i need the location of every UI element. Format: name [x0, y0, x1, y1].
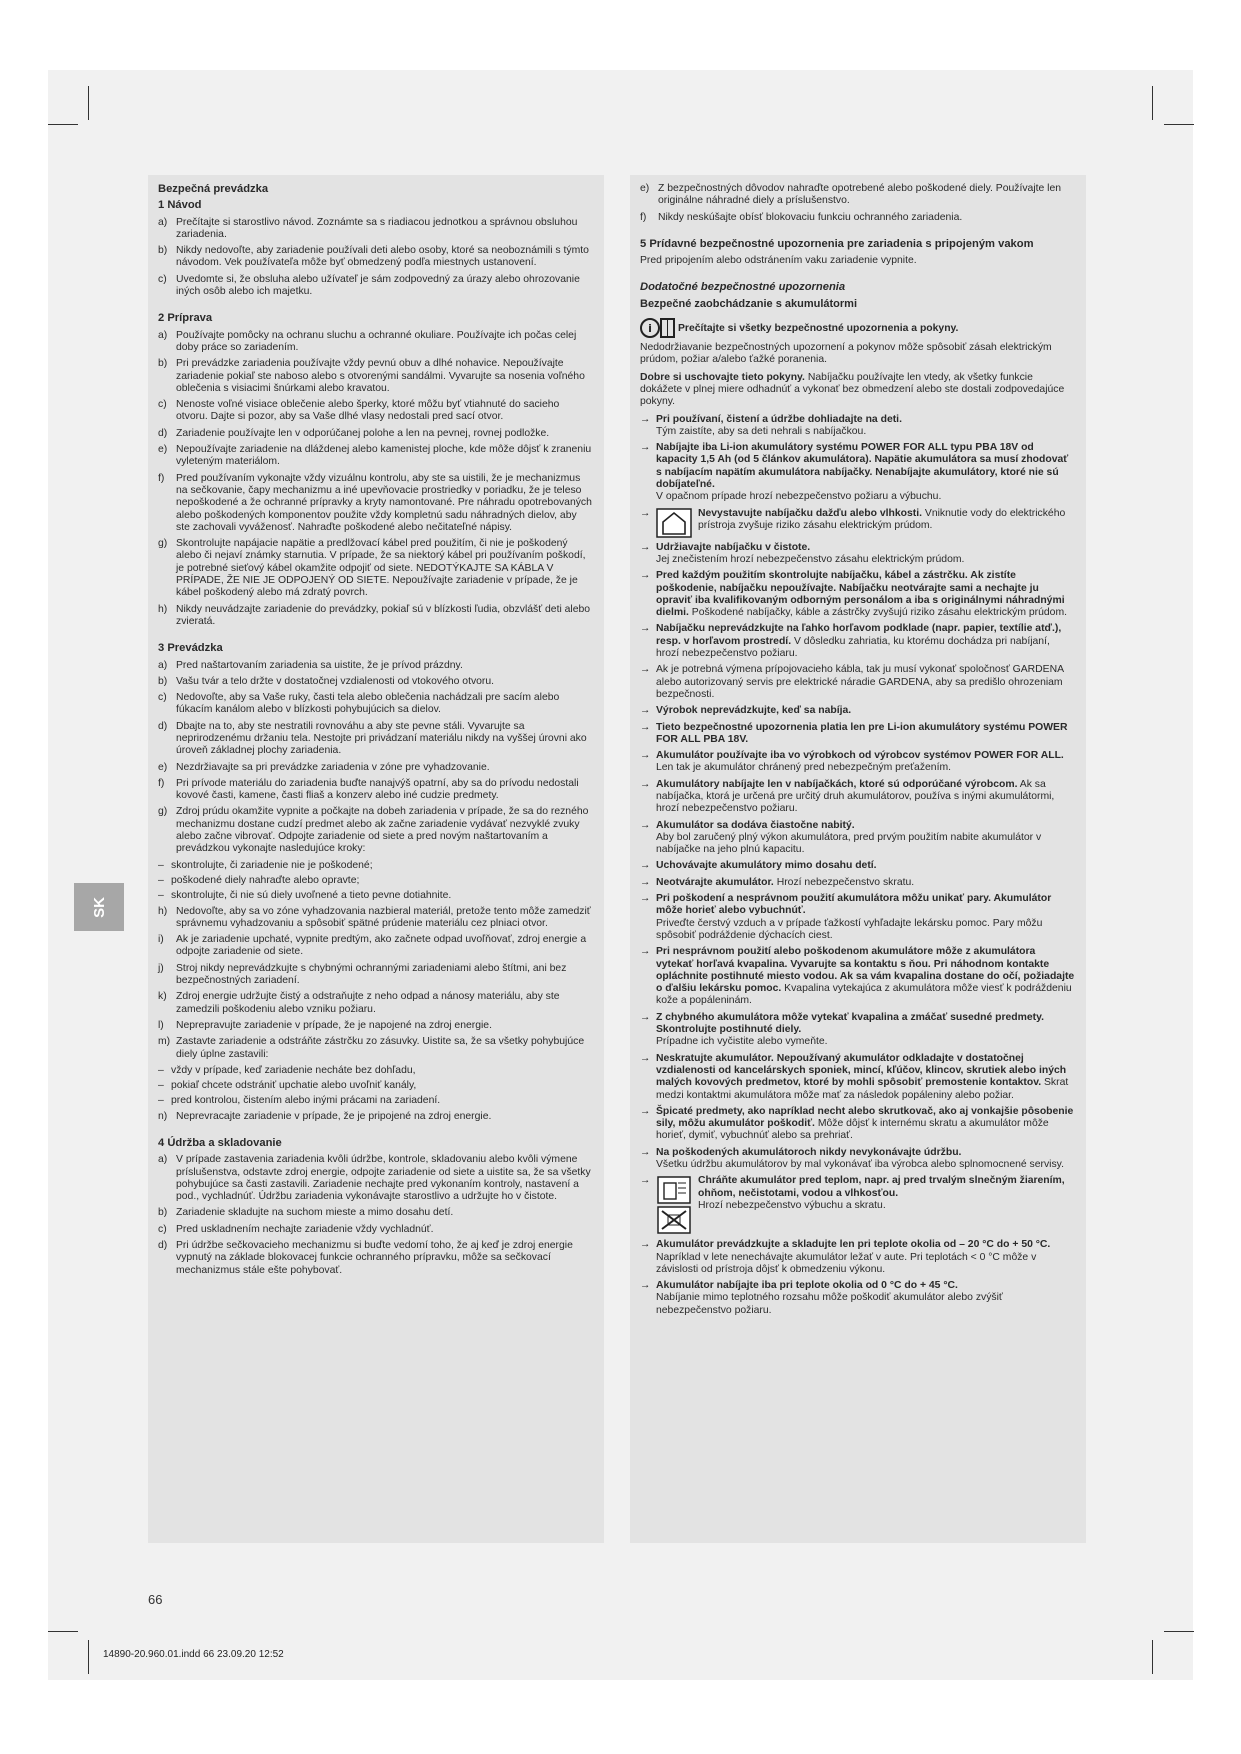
- arrow-icon: →: [640, 893, 651, 905]
- item-marker: b): [158, 358, 168, 370]
- item-marker: c): [158, 692, 167, 704]
- item-marker: f): [158, 472, 165, 484]
- item-marker: –: [158, 1095, 164, 1107]
- arrow-text: [656, 946, 1075, 1007]
- item-text: Z bezpečnostných dôvodov nahraďte opotrebené alebo poškodené diely. Používajte len originálne náhradné diely a príslušenstvo.: [658, 183, 1062, 207]
- section-5-heading: 5 Prídavné bezpečnostné upozornenia pre zariadenia s pripojeným vakom: [640, 237, 1034, 250]
- arrow-plain: Jej znečistením hrozí nebezpečenstvo zásahu elektrickým prúdom.: [656, 553, 965, 565]
- arrow-icon: →: [640, 705, 651, 717]
- arrow-text: [656, 893, 1075, 942]
- heat-icon-box: [656, 1175, 692, 1235]
- arrow-plain: Ak sa nabíjačka, ktorá je určená pre určitý druh akumulátorov, používa s inými akumulátormi, hrozí nebezpečenstvo požiaru.: [656, 778, 1055, 815]
- arrow-item: [640, 1175, 1075, 1235]
- arrow-text: [656, 877, 1075, 889]
- item-text: Pri prívode materiálu do zariadenia buďte nanajvýš opatrní, aby sa do prívodu nedostali kovové časti, kamene, časti fliaš a konzerv alebo iné cudzie predmety.: [176, 777, 579, 802]
- arrow-plain: V opačnom prípade hrozí nebezpečenstvo požiaru a výbuchu.: [656, 491, 942, 503]
- arrow-bold: Udržiavajte nabíjačku v čistote.: [656, 541, 811, 553]
- list-item: [158, 991, 593, 1016]
- item-text: Nedovoľte, aby sa Vaše ruky, časti tela alebo oblečenia nachádzali pre sacím alebo fúkacím kanálom alebo v blízkosti pohybujúcich sa dielov.: [176, 692, 560, 716]
- arrow-icon: →: [640, 721, 651, 733]
- arrow-text: [656, 1106, 1075, 1143]
- list-item: [158, 1240, 593, 1277]
- arrow-plain: Aby bol zaručený plný výkon akumulátora, pred prvým použitím nabite akumulátor v nabíjačke na jeho plnú kapacitu.: [656, 831, 1042, 856]
- arrow-item: [640, 542, 1075, 567]
- list-item: [158, 399, 593, 424]
- arrow-icon: →: [640, 507, 651, 519]
- list-item: [158, 806, 593, 855]
- list-item: [158, 1036, 593, 1061]
- item-text: Nepoužívajte zariadenie na dláždenej alebo kamenistej ploche, kde môže dôjsť k zraneniu vyleteným materiálom.: [176, 444, 592, 468]
- arrow-item: [640, 893, 1075, 942]
- item-text: Nedovoľte, aby sa vo zóne vyhadzovania nazbieral materiál, pretože tento môže zamedziť správnemu vyhadzovaniu a spôsobiť spätné prúdenie materiálu cez plniaci otvor.: [176, 905, 591, 929]
- list-item: [158, 778, 593, 803]
- arrow-item: [640, 722, 1075, 747]
- arrow-bold: Neskratujte akumulátor. Nepoužívaný akumulátor odkladajte v dostatočnej vzdialenosti od kancelárskych sponiek, mincí, kľúčov, klincov, skrutiek alebo iných malých kovových predmetov, ktoré by mohli spôsobiť premostenie kontaktov.: [656, 1052, 1067, 1089]
- item-marker: b): [158, 1207, 168, 1219]
- section-heading: 3 Prevádzka: [158, 642, 223, 655]
- arrow-item: [640, 860, 1075, 872]
- arrow-icon: →: [640, 570, 651, 582]
- arrow-text: [656, 750, 1075, 775]
- arrow-plain: Skrat medzi kontaktmi akumulátora môže mať za následok popáleniny alebo požiar.: [656, 1077, 1069, 1101]
- item-text: Zastavte zariadenie a odstráňte zástrčku zo zásuvky. Uistite sa, že sa všetky pohybujúce diely úplne zastavili:: [176, 1036, 585, 1060]
- dash-item: [158, 1080, 593, 1092]
- arrow-plain: V dôsledku zahriatia, ku ktorému dochádza pri nabíjaní, hrozí nebezpečenstvo požiaru.: [656, 635, 1050, 660]
- item-text: Pred uskladnením nechajte zariadenie vždy vychladnúť.: [176, 1223, 434, 1235]
- list-item: [158, 245, 593, 270]
- item-marker: h): [158, 905, 168, 917]
- dash-item: [158, 860, 593, 872]
- section-heading: 4 Údržba a skladovanie: [158, 1137, 282, 1149]
- arrow-text: [656, 623, 1075, 660]
- crop-mark: [48, 124, 78, 125]
- arrow-bold: Pred každým použitím skontrolujte nabíjačku, kábel a zástrčku. Ak zistíte poškodenie, nabíjačku nepoužívajte. Nabíjačku neotvárajte sami a nechajte ju opraviť iba kvalifikovaným odborným personálom a iba s originálnymi náhradnými dielmi.: [656, 570, 1065, 619]
- arrow-item: [640, 705, 1075, 717]
- list-item: [158, 721, 593, 758]
- arrow-bold: Z chybného akumulátora môže vytekať kvapalina a zmáčať susedné predmety. Skontrolujte postihnuté diely.: [656, 1011, 1045, 1036]
- section-title: Bezpečná prevádzka: [158, 183, 269, 195]
- item-text: Zdroj prúdu okamžite vypnite a počkajte na dobeh zariadenia v prípade, že sa do rezného mechanizmu dostane cudzí predmet alebo ak začne zariadenie vydávať nezvyklé zvuky alebo začne vibrovať. Odpojte zariadenie od siete a pred novým naštartovaním a prevádzkou vykonajte nasledujúce kroky:: [176, 806, 589, 855]
- arrow-icon: →: [640, 1052, 651, 1064]
- item-text: vždy v prípade, keď zariadenie necháte bez dohľadu,: [171, 1064, 416, 1076]
- arrow-bold: Tieto bezpečnostné upozornenia platia len pre Li-ion akumulátory systému POWER FOR ALL PBA 18V.: [656, 721, 1068, 745]
- crop-mark: [1164, 124, 1194, 125]
- arrow-item: [640, 1012, 1075, 1049]
- arrow-item: [640, 570, 1075, 619]
- item-marker: –: [158, 874, 164, 886]
- list-item: [158, 428, 593, 440]
- arrow-bold: Na poškodených akumulátoroch nikdy nevykonávajte údržbu.: [656, 1146, 962, 1158]
- arrow-plain: Hrozí nebezpečenstvo skratu.: [773, 876, 915, 888]
- arrow-plain: Môže dôjsť k internému skratu a akumulátor môže horieť, dymiť, vybuchnúť alebo sa prehriať.: [656, 1118, 1049, 1142]
- item-text: Pri prevádzke zariadenia používajte vždy pevnú obuv a dlhé nohavice. Nepoužívajte zariadenie pokiaľ ste naboso alebo s otvorenými sandálmi. Vyvarujte sa nosenia voľného oblečenia s visiacimi šnúrkami alebo kravatou.: [176, 358, 585, 394]
- item-marker: b): [158, 675, 168, 687]
- heat-protection-icon: [656, 1175, 692, 1235]
- arrow-plain: Hrozí nebezpečenstvo výbuchu a skratu.: [698, 1199, 886, 1211]
- item-text: Zariadenie používajte len v odporúčanej polohe a len na pevnej, rovnej podložke.: [176, 427, 550, 439]
- language-tab: SK: [74, 883, 124, 931]
- arrow-bold: Nabíjačku neprevádzkujte na ľahko horľavom podklade (napr. papier, textílie atď.), resp. v horľavom prostredí.: [656, 623, 1062, 647]
- item-text: skontrolujte, či zariadenie nie je poškodené;: [171, 859, 373, 871]
- arrow-icon: →: [640, 778, 651, 790]
- item-marker: f): [158, 777, 165, 789]
- arrow-plain: Tým zaistíte, aby sa deti nehrali s nabíjačkou.: [656, 425, 867, 437]
- item-text: Nikdy neuvádzajte zariadenie do prevádzky, pokiaľ sú v blízkosti ľudia, obzvlášť deti alebo zvieratá.: [176, 603, 591, 627]
- item-marker: f): [640, 211, 647, 223]
- item-text: Neprepravujte zariadenie v prípade, že je napojené na zdroj energie.: [176, 1019, 492, 1031]
- arrow-item: [640, 946, 1075, 1007]
- item-text: Pri údržbe sečkovacieho mechanizmu si buďte vedomí toho, že aj keď je zdroj energie vypnutý na základe blokovacej funkcie ochranného prípravku, môže sa sečkovací mechanizmus stále ešte pohybovať.: [176, 1240, 573, 1276]
- arrow-item: [640, 750, 1075, 775]
- item-marker: g): [158, 538, 168, 550]
- arrow-plain: Všetku údržbu akumulátorov by mal vykonávať iba výrobca alebo splnomocnené servisy.: [656, 1159, 1064, 1170]
- item-marker: –: [158, 1080, 164, 1092]
- arrow-item: [640, 1147, 1075, 1172]
- item-marker: e): [158, 761, 168, 773]
- list-item: [158, 604, 593, 629]
- arrow-icon: →: [640, 1175, 651, 1187]
- list-item: [158, 473, 593, 534]
- additional-title: Dodatočné bezpečnostné upozornenia: [640, 281, 846, 294]
- list-item: [158, 660, 593, 672]
- item-marker: –: [158, 1064, 164, 1076]
- item-marker: c): [158, 1223, 167, 1235]
- keep-instructions: Dobre si uschovajte tieto pokyny. Nabíjačku používajte len vtedy, ak všetky funkcie dokážete v plnej miere odhadnúť a vykonať bez obmedzení alebo ste dostali zodpovedajúce pokyny.: [640, 371, 1065, 408]
- item-text: Nikdy nedovoľte, aby zariadenie používali deti alebo osoby, ktoré sa neoboznámili s týmto návodom. Vek používateľa môže byť obmedzený podľa miestnych ustanovení.: [176, 245, 589, 269]
- arrow-icon: →: [640, 876, 651, 888]
- arrow-plain: Nabíjanie mimo teplotného rozsahu môže poškodiť akumulátor alebo zvýšiť nebezpečenstvo požiaru.: [656, 1292, 1003, 1316]
- item-marker: e): [158, 444, 168, 456]
- arrow-plain: Poškodené nabíjačky, káble a zástrčky zvyšujú riziko zásahu elektrickým prúdom.: [688, 607, 1067, 619]
- arrow-icon: →: [640, 750, 651, 762]
- arrow-text: [656, 664, 1075, 701]
- arrow-icon: →: [640, 1239, 651, 1251]
- arrow-text: [698, 1175, 1075, 1235]
- item-marker: i): [158, 934, 164, 946]
- list-item: [158, 1111, 593, 1123]
- arrow-bold: Špicaté predmety, ako napríklad necht alebo skrutkovač, ako aj vonkajšie pôsobenie sily, môžu akumulátor poškodiť.: [656, 1105, 1074, 1130]
- arrow-text: [698, 508, 1075, 538]
- arrow-icon: →: [640, 442, 651, 454]
- crop-mark: [88, 86, 89, 120]
- arrow-text: [656, 779, 1075, 816]
- item-marker: a): [158, 216, 168, 228]
- arrow-bold: Akumulátor používajte iba vo výrobkoch od výrobcov systémov POWER FOR ALL.: [656, 750, 1064, 762]
- arrow-plain: Prípadne ich vyčistite alebo vymeňte.: [656, 1036, 828, 1048]
- item-marker: d): [158, 720, 168, 732]
- item-marker: a): [158, 329, 168, 341]
- item-text: Nezdržiavajte sa pri prevádzke zariadenia v zóne pre vyhadzovanie.: [176, 761, 490, 773]
- item-marker: –: [158, 859, 164, 871]
- arrow-bold: Neotvárajte akumulátor.: [656, 876, 774, 888]
- arrow-plain: Priveďte čerstvý vzduch a v prípade ťažkostí vyhľadajte lekársku pomoc. Pary môžu spôsobiť podráždenie dýchacích ciest.: [656, 917, 1043, 941]
- arrow-text: [656, 570, 1075, 619]
- list-item: [158, 692, 593, 717]
- dash-item: [158, 875, 593, 887]
- section-5-text: Pred pripojením alebo odstránením vaku zariadenie vypnite.: [640, 255, 917, 267]
- item-text: Uvedomte si, že obsluha alebo užívateľ je sám zodpovedný za úrazy alebo ohrozovanie iných osôb alebo ich majetku.: [176, 273, 580, 298]
- arrow-icon: →: [640, 1105, 651, 1117]
- svg-text:i: i: [648, 322, 652, 336]
- list-item: [158, 963, 593, 988]
- arrow-item: [640, 1053, 1075, 1102]
- arrow-icon: →: [640, 819, 651, 831]
- list-item: [158, 676, 593, 688]
- print-footer: 14890-20.960.01.indd 66 23.09.20 12:52: [103, 1649, 284, 1660]
- arrow-bold: Akumulátor sa dodáva čiastočne nabitý.: [656, 819, 855, 831]
- item-text: Vašu tvár a telo držte v dostatočnej vzdialenosti od vtokového otvoru.: [176, 675, 495, 687]
- arrow-icon: →: [640, 541, 651, 553]
- item-marker: e): [640, 183, 650, 194]
- indoor-use-icon-box: [656, 508, 692, 538]
- item-marker: j): [158, 962, 164, 974]
- arrow-icon: →: [640, 946, 651, 958]
- arrow-icon: →: [640, 1011, 651, 1023]
- arrow-text: [656, 542, 1075, 567]
- arrow-item: [640, 442, 1075, 503]
- list-item: [158, 538, 593, 599]
- arrow-bold: Pri nesprávnom použití alebo poškodenom akumulátore môže z akumulátora vytekať horľavá kvapalina. Vyvarujte sa kontaktu s ňou. Pri náhodnom kontakte opláchnite postihnuté miesto vodou. Ak sa vám kvapalina dostane do očí, požiadajte o ďalšiu lekársku pomoc.: [656, 946, 1075, 995]
- arrow-plain: Kvapalina vytekajúca z akumulátora môže viesť k podráždeniu kože a popáleninám.: [656, 983, 1072, 1007]
- list-item: [158, 1020, 593, 1032]
- item-text: V prípade zastavenia zariadenia kvôli údržbe, kontrole, skladovaniu alebo kvôli výmene príslušenstva, odstavte zdroj energie, odpojte zariadenie od siete a uistite sa, že sa všetky pohybujúce sa časti zastavili. Zariadenie nechajte pred vykonaním kontroly, nastavení a pod., vychladnúť. Údržbu zariadenia vykonávajte starostlivo a udržujte ho v čistote.: [176, 1154, 591, 1203]
- list-item: [158, 762, 593, 774]
- crop-mark: [1152, 1640, 1153, 1674]
- arrow-bold: Pri používaní, čistení a údržbe dohliadajte na deti.: [656, 413, 902, 425]
- list-item: [158, 444, 593, 469]
- item-marker: h): [158, 603, 168, 615]
- item-marker: b): [158, 245, 168, 257]
- arrow-text: [656, 705, 1075, 717]
- item-text: pokiaľ chcete odstrániť upchatie alebo uvoľniť kanály,: [171, 1080, 417, 1092]
- item-text: Ak je zariadenie upchaté, vypnite predtým, ako začnete odpad uvoľňovať, zdroj energie a odpojte zariadenie od siete.: [176, 934, 587, 958]
- item-text: Pred používaním vykonajte vždy vizuálnu kontrolu, aby ste sa uistili, že je mechanizmus na sečkovanie, čapy mechanizmu a iné upevňovacie prostriedky v poriadku, že je teleso nepoškodené a že ochranné prípravky a kryty namontované. Pre náhradu opotrebovaných alebo poškodených komponentov použite vždy kompletnú sadu náhradných dielov, aby ste zachovali vyváženosť. Nahraďte poškodené alebo nečitateľné nápisy.: [176, 472, 592, 533]
- arrow-text: [656, 1012, 1075, 1049]
- list-item: [158, 217, 593, 242]
- arrow-bold: Nevystavujte nabíjačku dažďu alebo vlhkosti.: [698, 507, 923, 519]
- item-marker: n): [158, 1110, 168, 1122]
- arrow-icon: →: [640, 413, 651, 425]
- item-marker: l): [158, 1019, 164, 1031]
- arrow-text: [656, 1053, 1075, 1102]
- arrow-bold: Uchovávajte akumulátory mimo dosahu detí.: [656, 860, 877, 872]
- item-text: pred kontrolou, čistením alebo inými prácami na zariadení.: [171, 1095, 441, 1107]
- item-text: Používajte pomôcky na ochranu sluchu a ochranné okuliare. Používajte ich počas celej doby práce so zariadením.: [176, 329, 577, 353]
- list-item: [158, 906, 593, 931]
- item-marker: d): [158, 1240, 168, 1252]
- arrow-item: [640, 1239, 1075, 1276]
- arrow-icon: →: [640, 1146, 651, 1158]
- read-instructions: i Prečítajte si všetky bezpečnostné upozornenia a pokyny. Nedodržiavanie bezpečnostných upozornení a pokynov môže spôsobiť zásah elektrickým prúdom, požiar a/alebo ťažké poranenia.: [640, 314, 1075, 367]
- list-item: [158, 358, 593, 395]
- arrow-item: [640, 508, 1075, 538]
- arrow-plain: Napríklad v lete nenechávajte akumulátor ležať v aute. Pri teplotách < 0 °C môže v závislosti od prístroja dôjsť k obmedzeniu výkonu.: [656, 1251, 1037, 1275]
- arrow-bold: Nabíjajte iba Li-ion akumulátory systému POWER FOR ALL typu PBA 18V od kapacity 1,5 Ah (od 5 článkov akumulátora). Napätie akumulátora sa musí zhodovať s nabíjacím napätím akumulátora nabíjačky. Nenabíjajte akumulátory, ktoré nie sú dobíjateľné.: [656, 442, 1069, 491]
- item-text: Prečítajte si starostlivo návod. Zoznámte sa s riadiacou jednotkou a správnou obsluhou zariadenia.: [176, 216, 578, 240]
- arrow-text: [656, 1239, 1075, 1276]
- dash-item: [158, 1065, 593, 1077]
- item-text: Nikdy neskúšajte obísť blokovaciu funkciu ochranného zariadenia.: [658, 211, 963, 223]
- list-item: [158, 330, 593, 355]
- arrow-item: [640, 414, 1075, 439]
- item-text: Skontrolujte napájacie napätie a predlžovací kábel pred použitím, či nie je poškodený alebo či nejaví známky starnutia. V prípade, že sa niektorý kábel pri používaním poškodí, je potrebné sieťový kábel okamžite odpojiť od siete. NEDOTÝKAJTE SA KÁBLA V PRÍPADE, ŽE NIE JE ODPOJENÝ OD SIETE. Nepoužívajte zariadenie v prípade, že je kábel poškodený alebo má zdratý povrch.: [176, 538, 586, 599]
- arrow-text: [656, 414, 1075, 439]
- item-marker: c): [158, 399, 167, 411]
- list-item: [158, 274, 593, 299]
- arrow-text: [656, 1280, 1075, 1317]
- arrow-item: [640, 877, 1075, 889]
- list-item: [640, 183, 1075, 208]
- page-number: 66: [148, 1592, 163, 1607]
- list-item: [640, 212, 1075, 224]
- left-column: [148, 175, 604, 1543]
- indoor-use-icon: [656, 508, 692, 538]
- arrow-icon: →: [640, 664, 651, 676]
- arrow-item: [640, 664, 1075, 701]
- item-marker: a): [158, 659, 168, 671]
- right-column: [630, 175, 1086, 1543]
- item-marker: c): [158, 273, 167, 285]
- list-item: [158, 1207, 593, 1219]
- dash-item: [158, 1095, 593, 1107]
- arrow-item: [640, 1106, 1075, 1143]
- list-item: [158, 1154, 593, 1203]
- arrow-text: [656, 442, 1075, 503]
- section-heading: 2 Príprava: [158, 312, 213, 325]
- arrow-bold: Akumulátor nabíjajte iba pri teplote okolia od 0 °C do + 45 °C.: [656, 1280, 958, 1292]
- arrow-icon: →: [640, 1280, 651, 1292]
- item-text: Zdroj energie udržujte čistý a odstraňujte z neho odpad a nánosy materiálu, aby ste zamedzili poškodeniu alebo vzniku požiaru.: [176, 991, 560, 1015]
- item-text: Dbajte na to, aby ste nestratili rovnováhu a aby ste pevne stáli. Vyvarujte sa neprirodzenému držaniu tela. Nestojte pri privádzaní materiálu nikdy na vyššej úrovni ako úroveň základnej plochy zariadenia.: [176, 720, 587, 757]
- dash-item: [158, 890, 593, 902]
- item-text: Neprevracajte zariadenie v prípade, že je pripojené na zdroj energie.: [176, 1110, 492, 1122]
- arrow-bold: Pri poškodení a nesprávnom použití akumulátora môžu unikať pary. Akumulátor môže horieť alebo vybuchnúť.: [656, 893, 1052, 917]
- item-marker: g): [158, 806, 168, 818]
- arrow-plain: Ak je potrebná výmena prípojovacieho kábla, tak ju musí vykonať spoločnosť GARDENA alebo autorizovaný servis pre elektrické náradie GARDENA, aby sa predišlo ohrozeniam bezpečnosti.: [656, 664, 1064, 700]
- item-text: Stroj nikdy neprevádzkujte s chybnými ochrannými zariadeniami alebo štítmi, ani bez bezpečnostných zariadení.: [176, 962, 567, 987]
- arrow-item: [640, 820, 1075, 857]
- crop-mark: [48, 1631, 78, 1632]
- arrow-item: [640, 623, 1075, 660]
- battery-subtitle: Bezpečné zaobchádzanie s akumulátormi: [640, 297, 858, 310]
- crop-mark: [1152, 86, 1153, 120]
- arrow-icon: →: [640, 860, 651, 872]
- section-heading: 1 Návod: [158, 199, 202, 212]
- arrow-bold: Akumulátory nabíjajte len v nabíjačkách, ktoré sú odporúčané výrobcom.: [656, 778, 1018, 790]
- arrow-text: [656, 860, 1075, 872]
- item-marker: k): [158, 991, 167, 1003]
- item-text: Zariadenie skladujte na suchom mieste a mimo dosahu detí.: [176, 1207, 454, 1219]
- arrow-text: [656, 1147, 1075, 1172]
- arrow-plain: Vniknutie vody do elektrického prístroja zvyšuje riziko zásahu elektrickým prúdom.: [698, 507, 1066, 531]
- item-marker: m): [158, 1036, 171, 1048]
- item-marker: –: [158, 890, 164, 902]
- item-text: Pred naštartovaním zariadenia sa uistite, že je prívod prázdny.: [176, 659, 463, 671]
- item-marker: d): [158, 427, 168, 439]
- item-text: poškodené diely nahraďte alebo opravte;: [171, 874, 360, 886]
- arrow-bold: Akumulátor prevádzkujte a skladujte len pri teplote okolia od – 20 °C do + 50 °C.: [656, 1239, 1051, 1251]
- arrow-item: [640, 779, 1075, 816]
- crop-mark: [88, 1640, 89, 1674]
- item-text: skontrolujte, či nie sú diely uvoľnené a tieto pevne dotiahnite.: [171, 890, 452, 902]
- arrow-item: [640, 1280, 1075, 1317]
- arrow-text: [656, 722, 1075, 747]
- item-marker: a): [158, 1154, 168, 1166]
- arrow-icon: →: [640, 623, 651, 635]
- read-manual-icon: [640, 314, 676, 342]
- arrow-bold: Chráňte akumulátor pred teplom, napr. aj pred trvalým slnečným žiarením, ohňom, nečistotami, vodou a vlhkosťou.: [698, 1175, 1065, 1199]
- list-item: [158, 934, 593, 959]
- arrow-text: [656, 820, 1075, 857]
- item-text: Nenoste voľné visiace oblečenie alebo šperky, ktoré môžu byť vtiahnuté do sacieho otvoru. Dajte si pozor, aby sa Vaše dlhé vlasy nedostali pred sací otvor.: [176, 399, 560, 423]
- crop-mark: [1164, 1631, 1194, 1632]
- arrow-bold: Výrobok neprevádzkujte, keď sa nabíja.: [656, 705, 852, 717]
- list-item: [158, 1224, 593, 1236]
- arrow-plain: Len tak je akumulátor chránený pred nebezpečným preťažením.: [656, 762, 952, 774]
